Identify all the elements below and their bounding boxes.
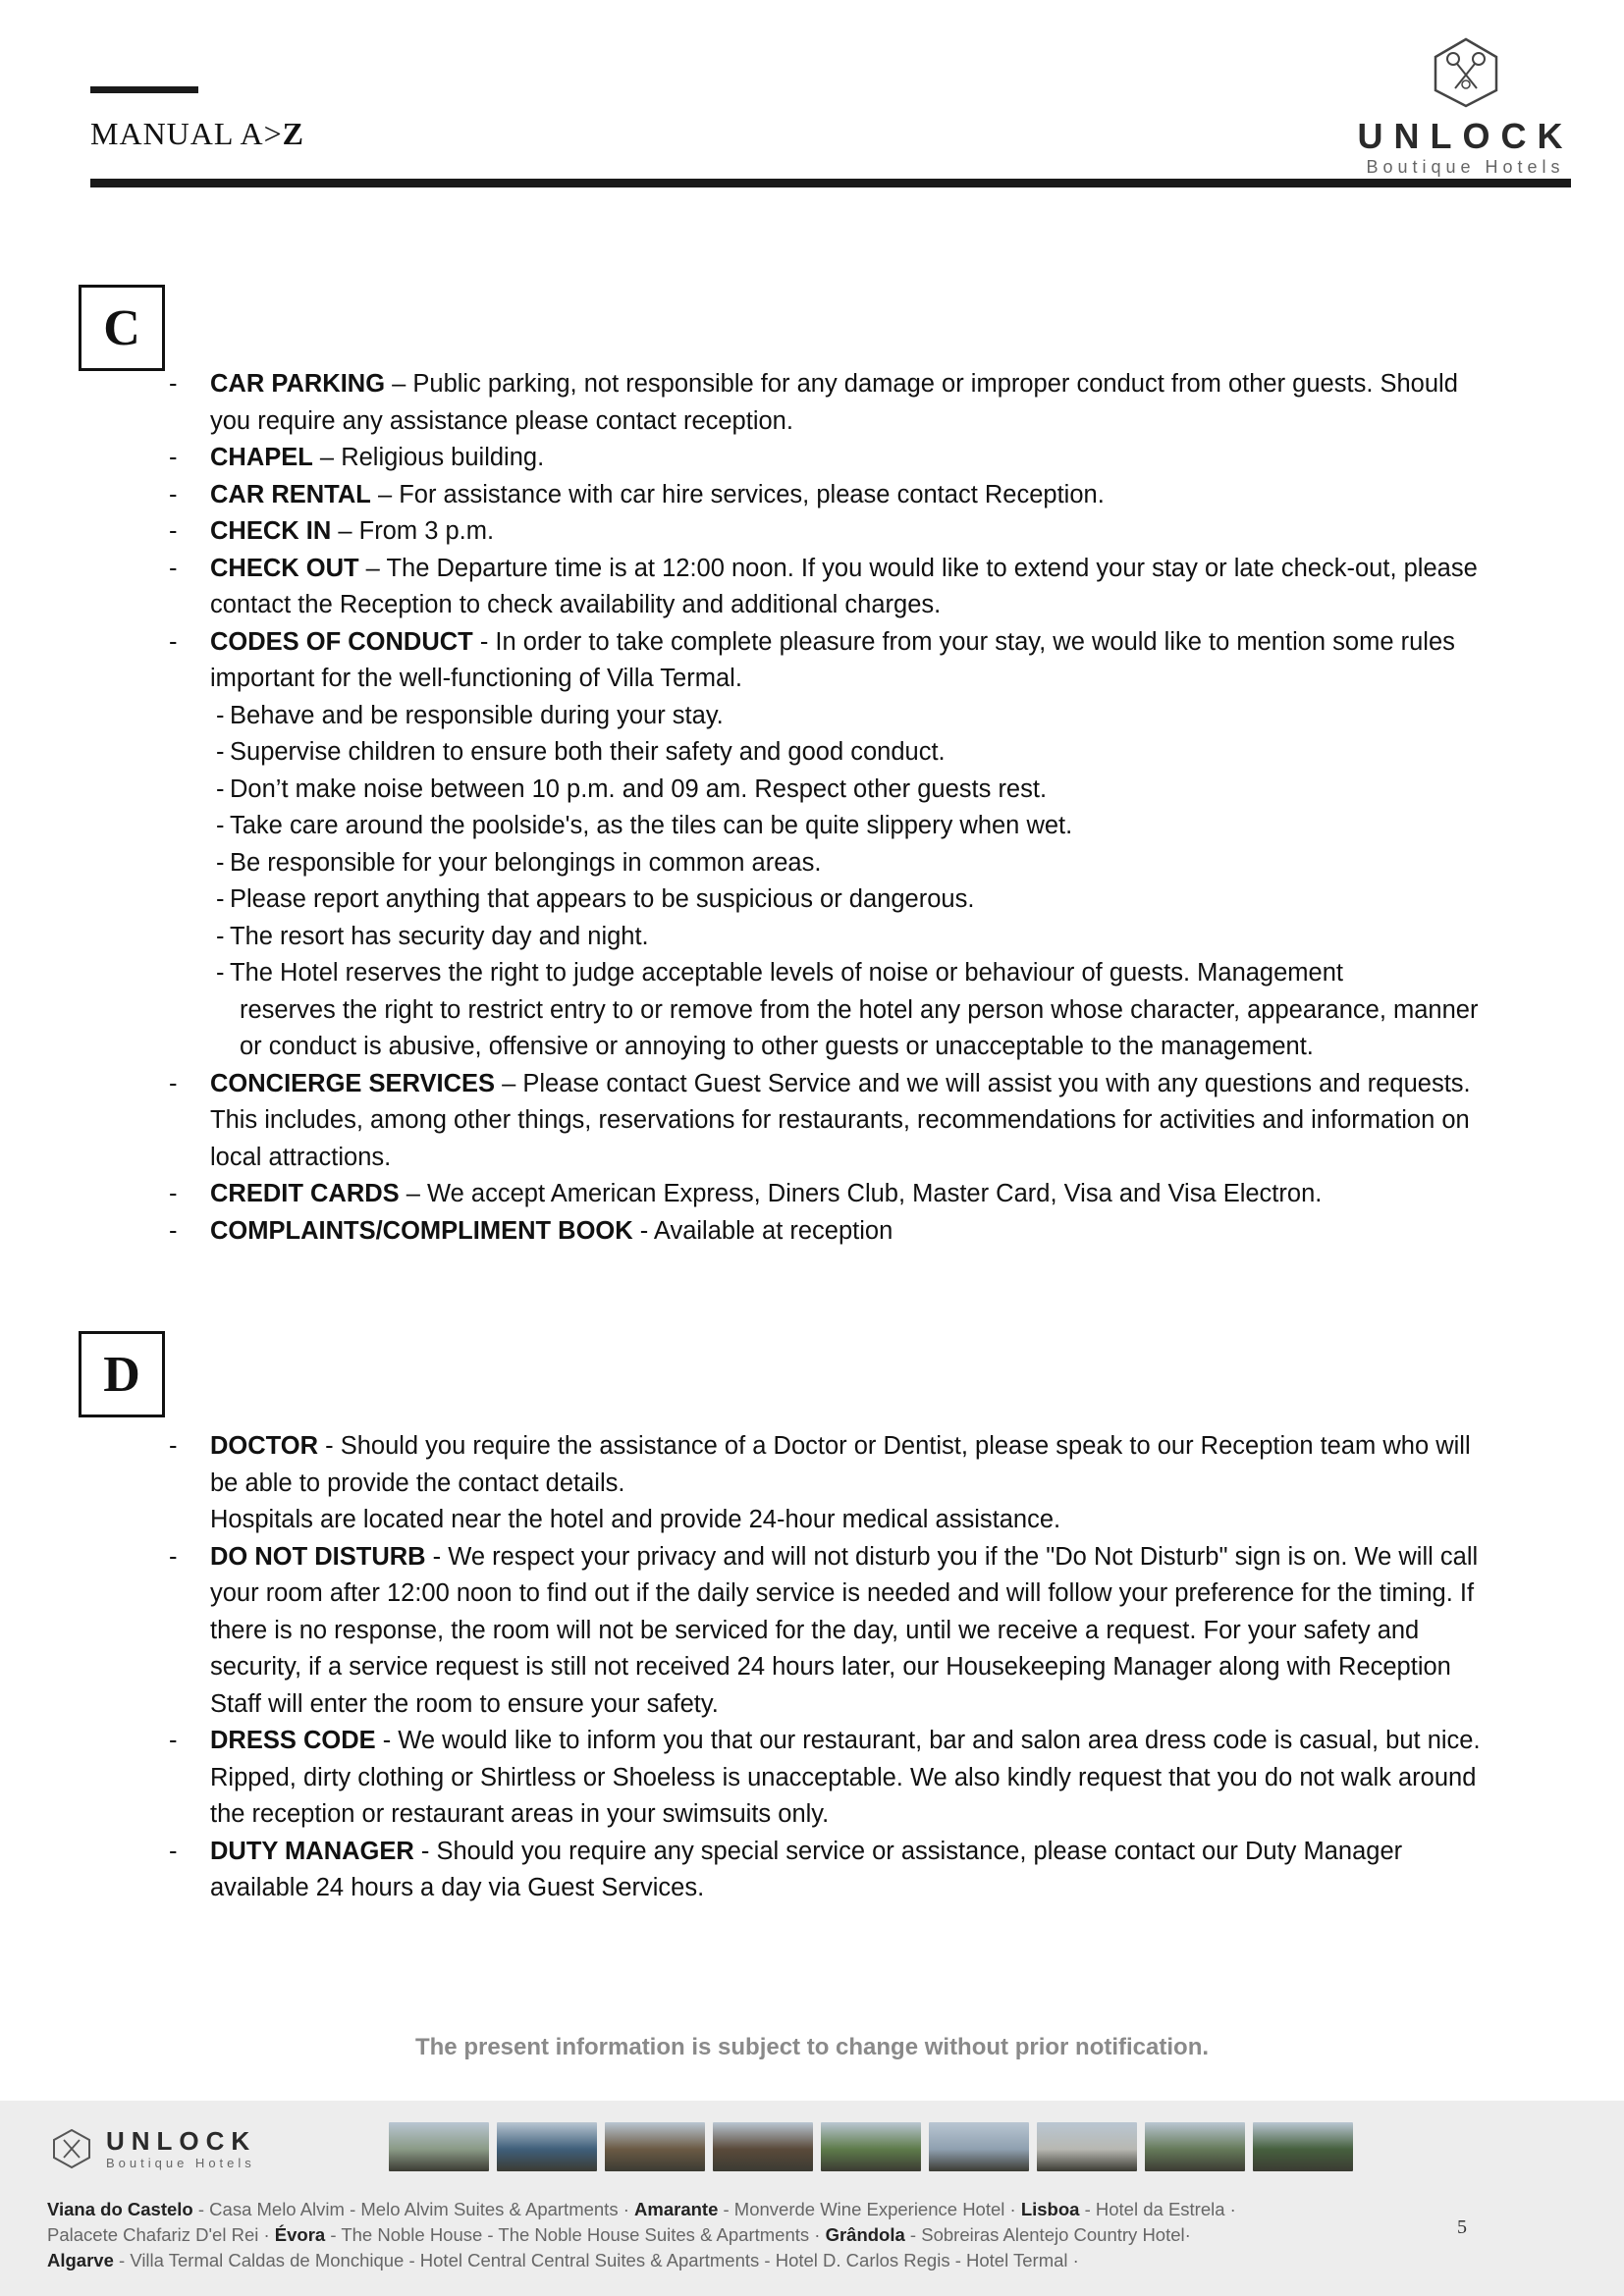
header-accent-bar: [90, 86, 198, 93]
doctor-extra-note: Hospitals are located near the hotel and provide 24-hour medical assistance.: [210, 1506, 1061, 1533]
hotel-photo-thumbnail: [497, 2122, 597, 2171]
hotel-photo-thumbnail: [821, 2122, 921, 2171]
conduct-rule-continuation: reserves the right to restrict entry to or remove from the hotel any person whose character, appearance, manner or conduct is abusive, offensive or annoying to other guests or unacceptable to the management.: [240, 995, 1479, 1060]
section-letter-d: D: [79, 1331, 165, 1417]
list-item: - CHAPEL – Religious building.: [169, 444, 545, 471]
item-text: – Public parking, not responsible for any damage or improper conduct from other guests. Should you require any assistance please contact reception.: [210, 370, 1458, 435]
crossed-keys-icon: [1432, 37, 1500, 108]
conduct-rule: - Please report anything that appears to be suspicious or dangerous.: [216, 885, 975, 913]
list-item: - DOCTOR - Should you require the assistance of a Doctor or Dentist, please speak to our Reception team who will be able to provide the contact details.: [169, 1432, 1471, 1497]
section-letter-c: C: [79, 285, 165, 371]
page-number: 5: [1457, 2216, 1467, 2238]
item-term: CONCIERGE SERVICES: [210, 1069, 496, 1097]
conduct-rule: - Don’t make noise between 10 p.m. and 09 am. Respect other guests rest.: [216, 774, 1048, 803]
hotel-line-1: Viana do Castelo - Casa Melo Alvim - Melo Alvim Suites & Apartments · Amarante - Monverde Wine Experience Hotel · Lisboa - Hotel da Estrela ·: [47, 2199, 1236, 2219]
hotel-photo-strip: [389, 2122, 1353, 2171]
list-item: - DRESS CODE - We would like to inform you that our restaurant, bar and salon area dress code is casual, but nice. Ripped, dirty clothing or Shirtless or Shoeless is unacceptable. We also kindly request that you do not walk around the reception or restaurant areas in your swimsuits only.: [169, 1727, 1481, 1828]
item-text: – We accept American Express, Diners Club, Master Card, Visa and Visa Electron.: [399, 1180, 1323, 1207]
unlock-logo: [1355, 37, 1576, 185]
list-item: - CODES OF CONDUCT - In order to take complete pleasure from your stay, we would like to mention some rules important for the well-functioning of Villa Termal.: [169, 627, 1455, 692]
item-text: – Please contact Guest Service and we will assist you with any questions and requests. This includes, among other things, reservations for restaurants, recommendations for activities and information on local attractions.: [210, 1069, 1471, 1171]
item-text: - In order to take complete pleasure from your stay, we would like to mention some rules important for the well-functioning of Villa Termal.: [210, 627, 1455, 692]
conduct-rule: - Take care around the poolside's, as the tiles can be quite slippery when wet.: [216, 812, 1073, 839]
hotel-line-2: Palacete Chafariz D'el Rei · Évora - The Noble House - The Noble House Suites & Apartments · Grândola - Sobreiras Alentejo Country Hotel·: [47, 2224, 1191, 2245]
list-item: - CHECK IN – From 3 p.m.: [169, 517, 495, 545]
conduct-rule: - Supervise children to ensure both their safety and good conduct.: [216, 738, 946, 766]
hotel-list: [47, 2197, 1540, 2273]
item-term: CAR PARKING: [210, 370, 386, 398]
item-text: – For assistance with car hire services, please contact Reception.: [370, 480, 1105, 508]
footer-logo: [51, 2126, 297, 2175]
manual-title: MANUAL A>Z: [90, 116, 304, 151]
list-item: - COMPLAINTS/COMPLIMENT BOOK - Available at reception: [169, 1216, 893, 1245]
section-d-content: [169, 1428, 1485, 1907]
hotel-photo-thumbnail: [929, 2122, 1029, 2171]
list-item: - CHECK OUT – The Departure time is at 12:00 noon. If you would like to extend your stay or late check-out, please contact the Reception to check availability and additional charges.: [169, 554, 1478, 618]
list-item: - DO NOT DISTURB - We respect your privacy and will not disturb you if the "Do Not Disturb" sign is on. We will call your room after 12:00 noon to find out if the daily service is needed and will follow your preference for the timing. If there is no response, the room will not be serviced for the day, until we receive a request. For your safety and security, if a service request is still not received 24 hours later, our Housekeeping Manager along with Reception Staff will enter the room to ensure your safety.: [169, 1542, 1479, 1718]
item-text: - Available at reception: [632, 1216, 893, 1245]
item-term: COMPLAINTS/COMPLIMENT BOOK: [210, 1216, 633, 1245]
item-term: CREDIT CARDS: [210, 1180, 400, 1207]
conduct-rule: - Behave and be responsible during your stay.: [216, 701, 724, 729]
header-rule: [90, 179, 1571, 187]
item-text: - Should you require the assistance of a Doctor or Dentist, please speak to our Reception team who will be able to provide the contact details.: [210, 1432, 1471, 1497]
hotel-photo-thumbnail: [389, 2122, 489, 2171]
list-item: - CREDIT CARDS – We accept American Express, Diners Club, Master Card, Visa and Visa Electron.: [169, 1180, 1323, 1207]
item-term: DO NOT DISTURB: [210, 1542, 426, 1571]
item-term: DUTY MANAGER: [210, 1837, 414, 1865]
item-term: CODES OF CONDUCT: [210, 627, 473, 656]
hotel-photo-thumbnail: [605, 2122, 705, 2171]
crossed-keys-icon: [51, 2128, 92, 2169]
item-term: DOCTOR: [210, 1432, 319, 1460]
hotel-photo-thumbnail: [1253, 2122, 1353, 2171]
change-notice: The present information is subject to change without prior notification.: [414, 2034, 1210, 2060]
item-term: DRESS CODE: [210, 1727, 376, 1754]
item-term: CHAPEL: [210, 444, 313, 471]
logo-wordmark: UNLOCK: [1357, 116, 1574, 156]
item-text: - We respect your privacy and will not disturb you if the "Do Not Disturb" sign is on. We will call your room after 12:00 noon to find out if the daily service is needed and will follow your preference for the timing. If there is no response, the room will not be serviced for the day, until we receive a request. For your safety and security, if a service request is still not received 24 hours later, our Housekeeping Manager along with Reception Staff will enter the room to ensure your safety.: [210, 1542, 1479, 1718]
item-term: CHECK OUT: [210, 554, 359, 582]
item-text: - We would like to inform you that our restaurant, bar and salon area dress code is casual, but nice. Ripped, dirty clothing or Shirtless or Shoeless is unacceptable. We also kindly request that you do not walk around the reception or restaurant areas in your swimsuits only.: [210, 1727, 1481, 1828]
item-text: – From 3 p.m.: [331, 517, 495, 545]
list-item: - CONCIERGE SERVICES – Please contact Guest Service and we will assist you with any questions and requests. This includes, among other things, reservations for restaurants, recommendations for activities and information on local attractions.: [169, 1069, 1471, 1171]
conduct-rule: - Be responsible for your belongings in common areas.: [216, 848, 822, 877]
conduct-rule: - The Hotel reserves the right to judge acceptable levels of noise or behaviour of guests. Management: [216, 959, 1343, 987]
item-text: - Should you require any special service or assistance, please contact our Duty Manager available 24 hours a day via Guest Services.: [210, 1837, 1403, 1901]
footer-logo-wordmark: UNLOCK: [106, 2126, 257, 2156]
footer-logo-subtitle: Boutique Hotels: [106, 2156, 255, 2170]
list-item: - CAR PARKING – Public parking, not responsible for any damage or improper conduct from other guests. Should you require any assistance please contact reception.: [169, 370, 1458, 435]
hotel-line-3: Algarve - Villa Termal Caldas de Monchique - Hotel Central Central Suites & Apartments - Hotel D. Carlos Regis - Hotel Termal ·: [47, 2250, 1079, 2270]
hotel-photo-thumbnail: [1037, 2122, 1137, 2171]
item-term: CAR RENTAL: [210, 480, 371, 508]
logo-subtitle: Boutique Hotels: [1366, 157, 1565, 177]
item-text: – The Departure time is at 12:00 noon. If you would like to extend your stay or late check-out, please contact the Reception to check availability and additional charges.: [210, 554, 1478, 618]
hotel-photo-thumbnail: [713, 2122, 813, 2171]
conduct-rule: - The resort has security day and night.: [216, 922, 649, 950]
item-text: – Religious building.: [312, 444, 545, 471]
list-item: - CAR RENTAL – For assistance with car hire services, please contact Reception.: [169, 480, 1105, 508]
item-term: CHECK IN: [210, 517, 332, 545]
hotel-photo-thumbnail: [1145, 2122, 1245, 2171]
list-item: - DUTY MANAGER - Should you require any special service or assistance, please contact our Duty Manager available 24 hours a day via Guest Services.: [169, 1837, 1403, 1901]
section-c-content: [169, 366, 1485, 1250]
